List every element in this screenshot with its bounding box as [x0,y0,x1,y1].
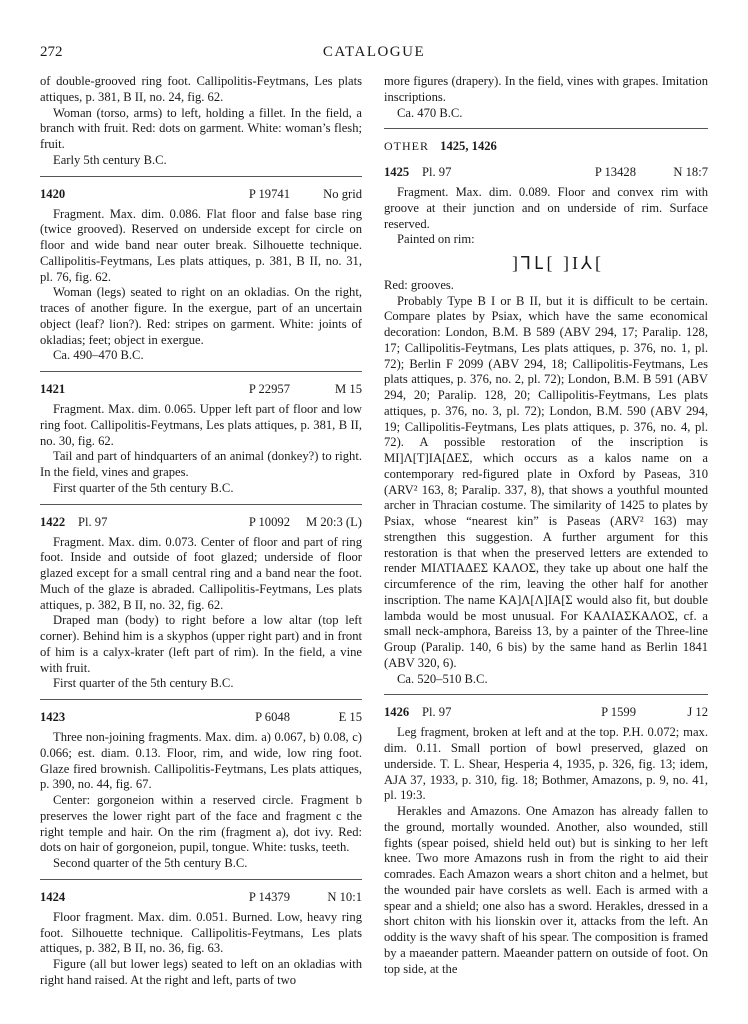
divider [40,879,362,880]
entry-number: 1422 [40,514,66,529]
running-title: CATALOGUE [322,44,426,60]
entry-text: Draped man (body) to right before a low altar (top left corner). Behind him is a skyphos (upper right part) and in front of him is a calyx-krater (left part of rim). In the field, a vine with fruit. [40,613,362,675]
intro-text: of double-grooved ring foot. Callipolitis-Feytmans, Les plats attiques, p. 381, B II, no. 24, fig. 62. [40,74,362,104]
section-label: OTHER [384,139,429,154]
entry-date: First quarter of the 5th century B.C. [53,480,234,495]
entry-text: Woman (legs) seated to right on an okladias. On the right, traces of another figure. In the exergue, part of an uncertain object (leaf? lion?). Red: stripes on garment. White: joints of okladias; feet; object in exergue. [40,285,362,347]
entry-header-1422 [40,515,362,531]
page-number: 272 [40,44,63,60]
entry-date: Ca. 520–510 B.C. [397,671,488,686]
intro-description: Woman (torso, arms) to left, holding a fillet. In the field, a branch with fruit. Red: dots on garment. White: woman’s flesh; fruit. [40,105,362,151]
page-header [40,44,708,64]
divider [40,699,362,700]
entry-number: 1421 [40,382,66,396]
grid-reference: J 12 [687,705,708,720]
continued-date: Ca. 470 B.C. [397,105,463,120]
entry-text: Figure (all but lower legs) seated to left on an okladias with right hand raised. At the right and left, parts of two [40,957,362,987]
entry-text: Fragment. Max. dim. 0.089. Floor and convex rim with groove at their junction and on underside of rim. Surface reserved. [384,185,708,231]
entry-text: Fragment. Max. dim. 0.086. Flat floor and false base ring (twice grooved). Reserved on underside except for circle on floor and wide band near outer break. Silhouette technique. Callipolitis-Feytmans, Les plats attiques, p. 381, B II, no. 31, pl. 76, fig. 62. [40,206,362,284]
entry-number: 1423 [40,710,66,724]
continued-text: more figures (drapery). In the field, vines with grapes. Imitation inscriptions. [384,74,708,104]
divider [40,176,362,177]
entry-number: 1426 [384,705,410,720]
entry-discussion: Probably Type B I or B II, but it is difficult to be certain. Compare plates by Psiax, which have the same economical decoration: London, B.M. B 589 (ABV 294, 17; Paralip. 128, 17; Callipolitis-Feytmans, Les plats attiques, p. 376, no. 1, pl. 72); Berlin F 2099 (ABV 294, 18; Callipolitis-Feytmans, Les plats attiques, p. 376, no. 2, pl. 72); London, B.M. B 591 (ABV 294, 20; Paralip. 128, 20; Callipolitis-Feytmans, Les plats attiques, p. 376, no. 3, pl. 72); London, B.M. 590 (ABV 294, 19; Callipolitis-Feytmans, Les plats attiques, p. 376, no. 4, pl. 72). A possible restoration of the inscription is MI]Λ[T]IA[ΔΕΣ, which occurs as a kalos name on a contemporary red-figured plate in Oxford by Paseas, 310 (ARV² 163, 8; Paralip. 337, 8), that shows a youthful mounted archer in Thracian costume. The similarity of 1425 to plates by Psiax, whose “nearest kin” is Paseas (ARV² 163) may strengthen this suggestion. A further argument for this restoration is that when the preserved letters are extended to render ΜΙΛΤΙΑΔΕΣ ΚΑΛΟΣ, they take up about one half the circumference of the rim, leaving the other half for another inscription. The name ΚΑ]Λ[Λ]ΙΑ[Σ would also fit, but double lambda would be most unusual. For ΚΑΛΙΑΣΚΑΛΟΣ, cf. a small neck-amphora, Bareiss 13, by a painter of the Three-line Group (Paralip. 140, 6 bis) by the same hand as Berlin 1841 (ABV 320, 6). [384,293,708,670]
plate-reference: Pl. 97 [78,514,108,529]
left-column [40,74,362,989]
grid-reference: No grid [323,186,362,201]
entry-number: 1425 [384,165,410,179]
inventory-number: P 22957 [248,382,290,396]
entry-text: Fragment. Max. dim. 0.073. Center of floor and part of ring foot. Inside and outside of foot glazed; underside of floor glazed except for a small central ring and a band near the foot. Much of the glaze is abraded. Callipolitis-Feytmans, Les plats attiques, p. 382, B II, no. 32, fig. 62. [40,534,362,612]
red-note: Red: grooves. [384,277,454,292]
section-heading [384,139,708,155]
grid-reference: E 15 [338,710,362,724]
entry-number: 1420 [40,186,66,201]
inventory-number: P 10092 [248,514,290,529]
entry-header-1423 [40,710,362,726]
entry-text: Leg fragment, broken at left and at the top. P.H. 0.072; max. dim. 0.11. Small portion of bowl preserved, glazed on underside. T. L. Shear, Hesperia 4, 1935, p. 326, fig. 13; idem, AJA 37, 1933, p. 310, fig. 18; Bothmer, Amazons, p. 9, no. 41, pl. 19:3. [384,725,708,803]
painted-label: Painted on rim: [397,232,475,247]
entry-date: First quarter of the 5th century B.C. [53,676,234,691]
grid-reference: N 10:1 [327,889,362,904]
right-column [384,74,708,977]
entry-text: Center: gorgoneion within a reserved circle. Fragment b preserves the lower right part of the face and fragment c the right temple and hair. On the rim (fragment a), dot ivy. Red: dots on hair of gorgoneion, pupil, tongue. White: tusks, teeth. [40,793,362,855]
entry-date: Ca. 490–470 B.C. [53,348,144,363]
inscription: ]⅂Ⳑ[ ]I⅄[ [512,253,604,273]
entry-header-1426 [384,705,708,721]
inventory-number: P 14379 [248,889,290,904]
entry-description: Herakles and Amazons. One Amazon has already fallen to the ground, mortally wounded. Another, also wounded, still fights (spear poised, shield held out) but is sinking to her left knee. Two more Amazons rush in from the right to aid their comrades. Each Amazon wears a short chiton and a helmet, but the wounded pair have corslets as well. Each is armed with a spear and a shield; one also has a sword. Herakles, dressed in a short chiton with his lionskin over it, attacks from the left. An oddity is the wavy shaft of his spear. The composition is framed by a maeander pattern. Maeander pattern on outside of foot. On top side, at the [384,804,708,976]
entry-header-1425 [384,165,708,181]
entry-text: Floor fragment. Max. dim. 0.051. Burned. Low, heavy ring foot. Silhouette technique. Callipolitis-Feytmans, Les plats attiques, p. 382, B II, no. 36, fig. 63. [40,909,362,956]
inventory-number: P 13428 [594,165,636,179]
intro-date: Early 5th century B.C. [53,152,167,167]
plate-reference: Pl. 97 [422,165,452,179]
entry-text: Three non-joining fragments. Max. dim. a) 0.067, b) 0.08, c) 0.066; est. diam. 0.13. Floor, rim, and wide, low ring foot. Glaze fired brownish. Callipolitis-Feytmans, Les plats attiques, p. 390, no. 44, fig. 67. [40,730,362,792]
entry-header-1424 [40,890,362,906]
entry-header-1421 [40,382,362,398]
divider [40,371,362,372]
plate-reference: Pl. 97 [422,705,452,720]
section-numbers: 1425, 1426 [440,139,497,154]
entry-number: 1424 [40,889,66,904]
entry-text: Tail and part of hindquarters of an animal (donkey?) to right. In the field, vines and grapes. [40,449,362,479]
inventory-number: P 6048 [255,710,290,724]
inventory-number: P 19741 [248,186,290,201]
inventory-number: P 1599 [601,705,636,720]
divider [40,504,362,505]
divider [384,694,708,695]
divider [384,128,708,129]
grid-reference: M 20:3 (L) [306,514,362,529]
grid-reference: M 15 [335,382,362,396]
entry-header-1420 [40,187,362,203]
entry-date: Second quarter of the 5th century B.C. [53,856,248,870]
grid-reference: N 18:7 [673,165,708,179]
entry-text: Fragment. Max. dim. 0.065. Upper left part of floor and low ring foot. Callipolitis-Feytmans, Les plats attiques, p. 381, B II, no. 30, fig. 62. [40,402,362,448]
